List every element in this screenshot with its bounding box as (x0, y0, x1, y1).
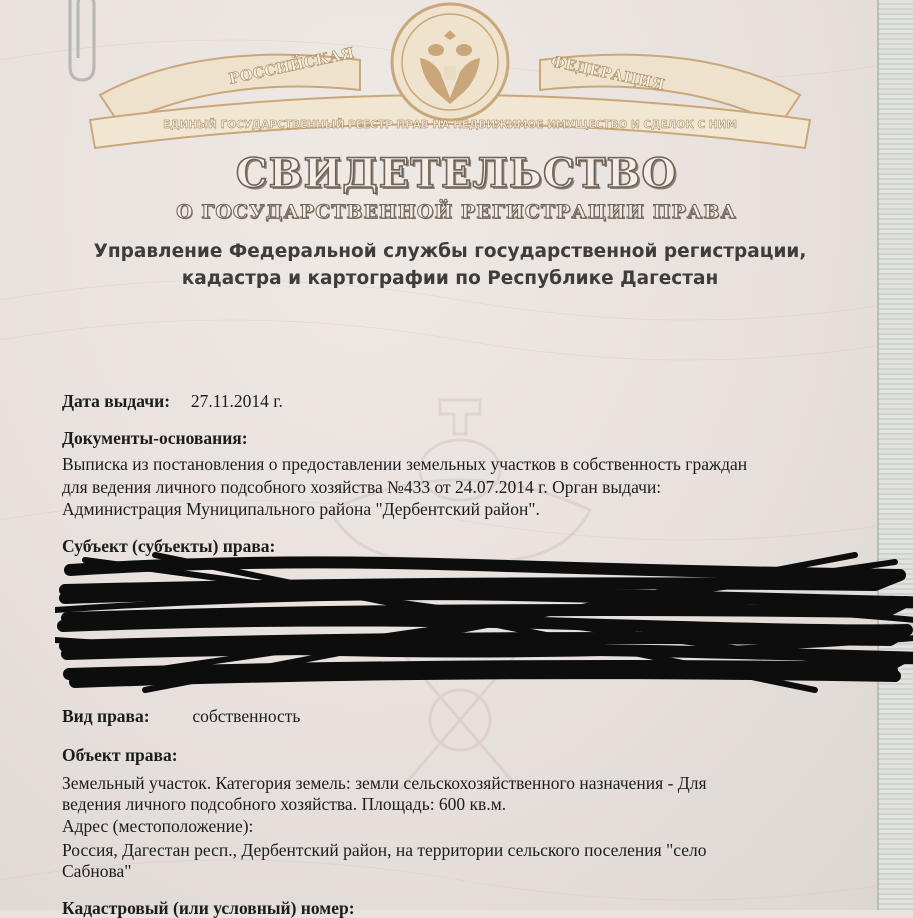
registry-line: ЕДИНЫЙ ГОСУДАРСТВЕННЫЙ РЕЕСТР ПРАВ НА НЕДВИЖИМОЕ ИМУЩЕСТВО И СДЕЛОК С НИМ (163, 119, 737, 131)
address-line: Сабнова" (62, 861, 132, 881)
right-type-label: Вид права: (62, 706, 150, 726)
issue-date-value: 27.11.2014 г. (190, 391, 283, 411)
object-line: ведения личного подсобного хозяйства. Площадь: 600 кв.м. (62, 794, 507, 814)
cadastral-label: Кадастровый (или условный) номер: (62, 898, 355, 918)
basis-label: Документы-основания: (62, 428, 248, 448)
paperclip (62, 0, 98, 84)
address-label: Адрес (местоположение): (62, 816, 254, 836)
issue-date-label: Дата выдачи: (62, 391, 171, 411)
issuing-authority (90, 238, 810, 292)
certificate-subtitle: О ГОСУДАРСТВЕННОЙ РЕГИСТРАЦИИ ПРАВА (176, 201, 737, 223)
basis-line: Администрация Муниципального района "Дербентский район". (62, 499, 540, 519)
object-label: Объект права: (62, 745, 178, 765)
arc-left-text: РОССИЙСКАЯ (227, 43, 356, 88)
authority-line: Управление Федеральной службы государственной регистрации, (93, 241, 807, 262)
redaction-scribble (55, 550, 913, 695)
right-security-border (877, 0, 913, 910)
address-line: Россия, Дагестан респ., Дербентский район, на территории сельского поселения "село (62, 840, 707, 860)
arc-right-text: ФЕДЕРАЦИЯ (549, 52, 667, 94)
right-type-value: собственность (192, 706, 301, 726)
certificate-title: СВИДЕТЕЛЬСТВО (235, 150, 678, 197)
emblem-ribbon-header (80, 0, 820, 150)
basis-line: для ведения личного подсобного хозяйства №433 от 24.07.2014 г. Орган выдачи: (62, 477, 662, 497)
basis-line: Выписка из постановления о предоставлении земельных участков в собственность граждан (62, 454, 748, 474)
subject-label: Субъект (субъекты) права: (62, 536, 276, 556)
object-line: Земельный участок. Категория земель: земли сельскохозяйственного назначения - Для (62, 773, 707, 793)
authority-line: кадастра и картографии по Республике Дагестан (181, 268, 719, 289)
